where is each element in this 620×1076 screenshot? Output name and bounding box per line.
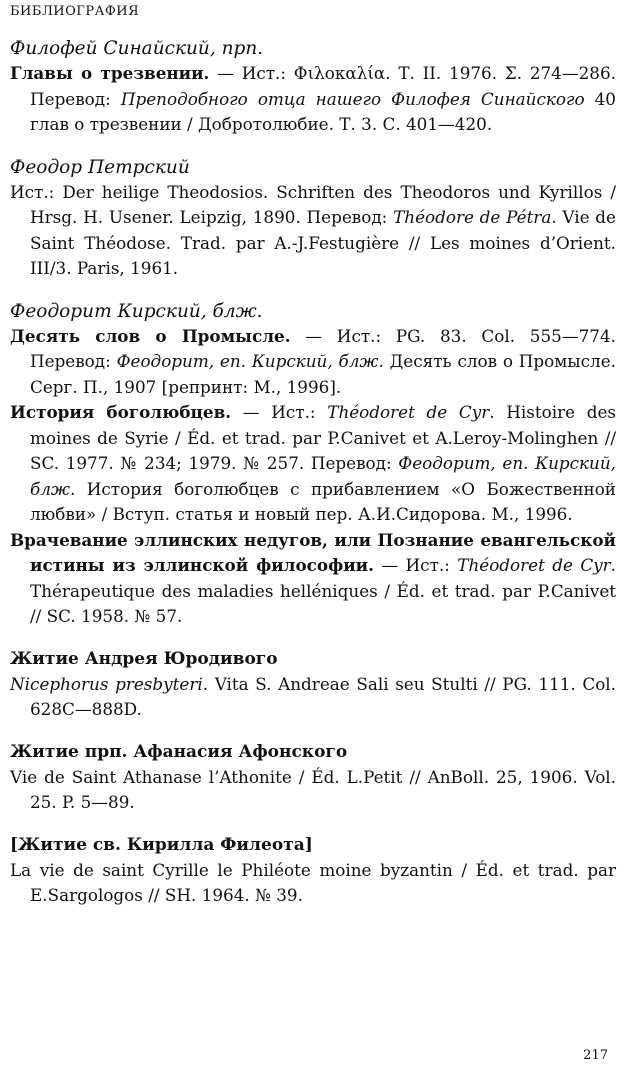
bibliography-section (10, 833, 616, 909)
entry-italic: Феодорит, еп. Кирский, блж. (30, 453, 616, 499)
bibliography-entry (10, 180, 616, 282)
bibliography-entry (10, 858, 616, 909)
bibliography-section (10, 740, 616, 816)
work-title: Главы о трезвении. (10, 63, 210, 83)
entry-italic: Théodoret de Cyr (327, 402, 490, 422)
bibliography-section (10, 155, 616, 282)
entry-text: История боголюбцев с прибавлением «О Божественной любви» / Вступ. статья и новый пер. А.И.Сидорова. М., 1996. (30, 478, 616, 524)
work-title: Десять слов о Промысле. (10, 325, 291, 346)
entry-text: Vie de Saint Athanase l’Athonite / Éd. L.Petit // AnBoll. 25, 1906. Vol. 25. P. 5—89. (10, 766, 616, 812)
running-head: БИБЛИОГРАФИЯ (10, 4, 140, 19)
entry-text: Ист.: Der heilige Theodosios. Schriften des Theodoros und Kyrillos / Hrsg. H. Usener. Leipzig, 1890. Перевод: (10, 181, 616, 227)
bibliography-entry (10, 400, 616, 528)
bibliography-section (10, 647, 616, 723)
entry-text: — Ист.: (231, 402, 328, 422)
entry-text: — Ист.: (373, 555, 458, 575)
entry-text: — Ист.: Φιλοκαλία. Т. II. 1976. Σ. 274—286. Перевод: (30, 63, 616, 109)
bibliography-entry (10, 765, 616, 816)
entry-text: 40 глав о трезвении / Добротолюбие. Т. 3. С. 401—420. (30, 88, 616, 134)
entry-italic: Théodore de Pétra (393, 207, 552, 227)
entry-text: Десять слов о Промысле. Серг. П., 1907 [репринт: М., 1996]. (30, 351, 616, 397)
work-heading: [Житие св. Кирилла Филеота] (10, 834, 313, 855)
bibliography-entry (10, 324, 616, 401)
bibliography-section (10, 299, 616, 630)
bibliography-entry (10, 528, 616, 630)
page-number: 217 (583, 1048, 608, 1063)
entry-italic: Преподобного отца нашего Филофея Синайского (120, 88, 585, 109)
work-title: Врачевание эллинских недугов, или Познание евангельской истины из эллинской философии. (10, 529, 616, 575)
entry-text: . Vie de Saint Théodose. Trad. par A.-J.Festugière // Les moines d’Orient. III/3. Paris, 1961. (30, 207, 616, 278)
bibliography-section (10, 36, 616, 138)
author-heading: Феодорит Кирский, блж. (10, 300, 263, 322)
entry-text: . Vita S. Andreae Sali seu Stulti // PG. 111. Col. 628C—888D. (30, 673, 616, 719)
entry-italic: Nicephorus presbyteri (10, 673, 203, 694)
author-heading: Филофей Синайский, прп. (10, 38, 264, 59)
entry-text: — Ист.: PG. 83. Col. 555—774. Перевод: (30, 325, 616, 371)
bibliography-entry (10, 672, 616, 723)
bibliography-entry (10, 61, 616, 138)
bibliography-content (10, 36, 616, 926)
entry-italic: Théodoret de Cyr (457, 555, 611, 575)
entry-italic: Феодорит, еп. Кирский, блж. (116, 351, 384, 371)
work-title: История боголюбцев. (10, 402, 232, 422)
work-heading: Житие прп. Афанасия Афонского (10, 741, 348, 762)
entry-text: La vie de saint Cyrille le Philéote moine byzantin / Éd. et trad. par E.Sargologos // SH. 1964. № 39. (10, 859, 616, 905)
author-heading: Феодор Петрский (10, 156, 190, 178)
entry-text: . Histoire des moines de Syrie / Éd. et trad. par P.Canivet et A.Leroy-Molinghen // SC. 1977. № 234; 1979. № 257. Перевод: (30, 402, 616, 473)
entry-text: . Thérapeutique des maladies helléniques / Éd. et trad. par P.Canivet // SC. 1958. № 57. (30, 555, 616, 626)
work-heading: Житие Андрея Юродивого (10, 648, 278, 669)
